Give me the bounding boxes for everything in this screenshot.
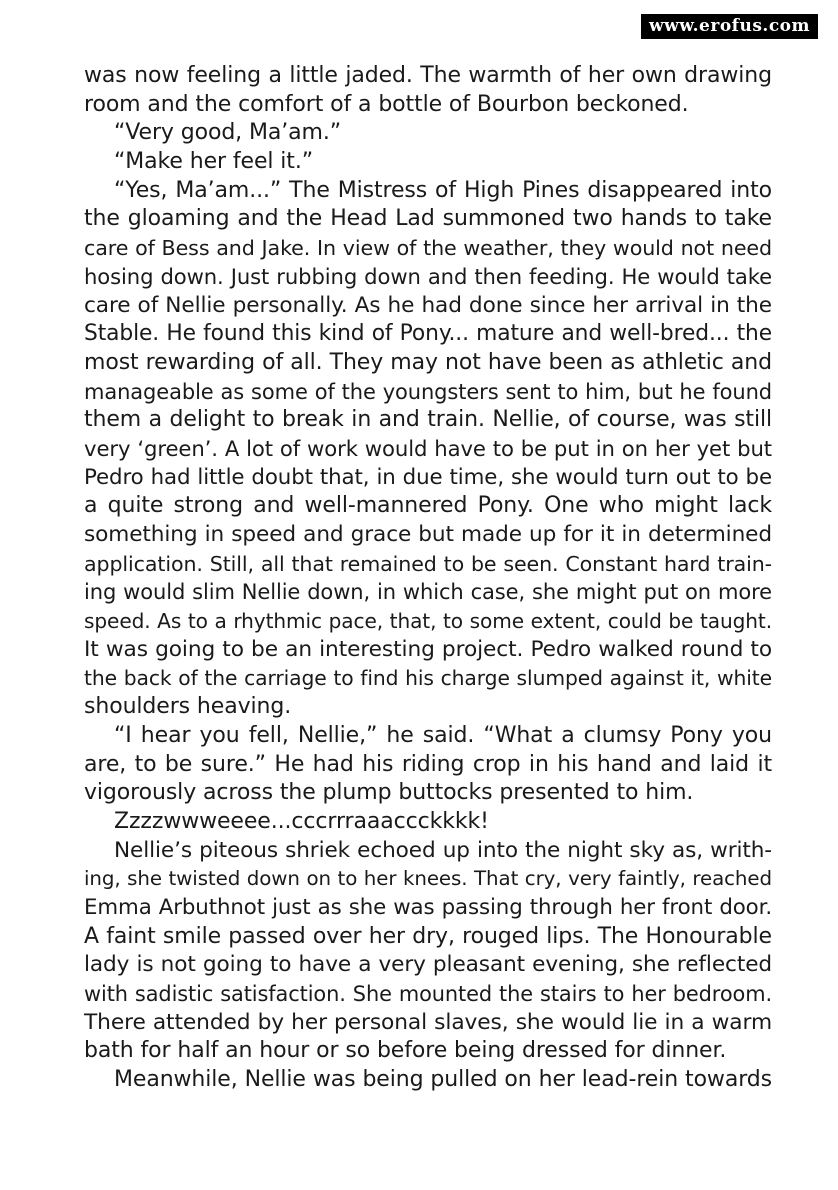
text-line: lady is not going to have a very pleasant evening, she reflected	[84, 952, 772, 978]
text-line: something in speed and grace but made up for it in determined	[84, 522, 772, 547]
text-line: Stable. He found this kind of Pony... mature and well-bred... the	[84, 321, 772, 347]
text-line: most rewarding of all. They may not have been as athletic and	[84, 349, 772, 375]
text-line: Pedro had little doubt that, in due time, she would turn out to be	[84, 464, 772, 490]
text-line: Nellie’s piteous shriek echoed up into the night sky as, writh-	[114, 837, 772, 863]
text-line: care of Bess and Jake. In view of the weather, they would not need	[84, 236, 772, 261]
text-line: There attended by her personal slaves, she would lie in a warm	[84, 1009, 772, 1035]
text-line: “Yes, Ma’am...” The Mistress of High Pines disappeared into	[114, 177, 772, 203]
text-line: was now feeling a little jaded. The warmth of her own drawing	[84, 63, 772, 88]
text-line: bath for half an hour or so before being dressed for dinner.	[84, 1038, 727, 1064]
text-line: manageable as some of the youngsters sent to him, but he found	[84, 379, 772, 404]
text-line: speed. As to a rhythmic pace, that, to some extent, could be taught.	[84, 609, 772, 634]
text-line: ing would slim Nellie down, in which case, she might put on more	[84, 579, 772, 605]
text-line: them a delight to break in and train. Nellie, of course, was still	[84, 407, 772, 433]
text-line: A faint smile passed over her dry, rouged lips. The Honourable	[84, 923, 772, 949]
text-line: ing, she twisted down on to her knees. That cry, very faintly, reached	[84, 867, 772, 891]
text-line: room and the comfort of a bottle of Bourbon beckoned.	[84, 91, 689, 117]
text-line: very ‘green’. A lot of work would have to be put in on her yet but	[84, 435, 772, 461]
text-line: are, to be sure.” He had his riding crop in his hand and laid it	[84, 751, 772, 777]
text-line: hosing down. Just rubbing down and then feeding. He would take	[84, 263, 772, 289]
page-body	[84, 62, 772, 1095]
text-line: the gloaming and the Head Lad summoned two hands to take	[84, 206, 772, 232]
text-line: application. Still, all that remained to be seen. Constant hard train-	[84, 551, 772, 576]
text-line: Zzzzwwweeee...cccrrraaaccckkkk!	[114, 808, 489, 834]
text-line: vigorously across the plump buttocks presented to him.	[84, 780, 694, 806]
text-line: Meanwhile, Nellie was being pulled on her lead-rein towards	[114, 1067, 772, 1093]
site-watermark: www.erofus.com	[641, 14, 818, 39]
text-line: “Make her feel it.”	[114, 149, 314, 175]
text-line: “I hear you fell, Nellie,” he said. “What a clumsy Pony you	[114, 722, 772, 748]
text-line: with sadistic satisfaction. She mounted the stairs to her bedroom.	[84, 982, 772, 1006]
text-line: the back of the carriage to find his charge slumped against it, white	[84, 666, 772, 691]
text-line: a quite strong and well-mannered Pony. One who might lack	[84, 493, 772, 519]
text-line: shoulders heaving.	[84, 694, 292, 720]
text-line: Emma Arbuthnot just as she was passing through her front door.	[84, 894, 772, 920]
text-line: It was going to be an interesting project. Pedro walked round to	[84, 636, 772, 662]
text-line: care of Nellie personally. As he had done since her arrival in the	[84, 292, 772, 318]
text-line: “Very good, Ma’am.”	[114, 120, 342, 146]
